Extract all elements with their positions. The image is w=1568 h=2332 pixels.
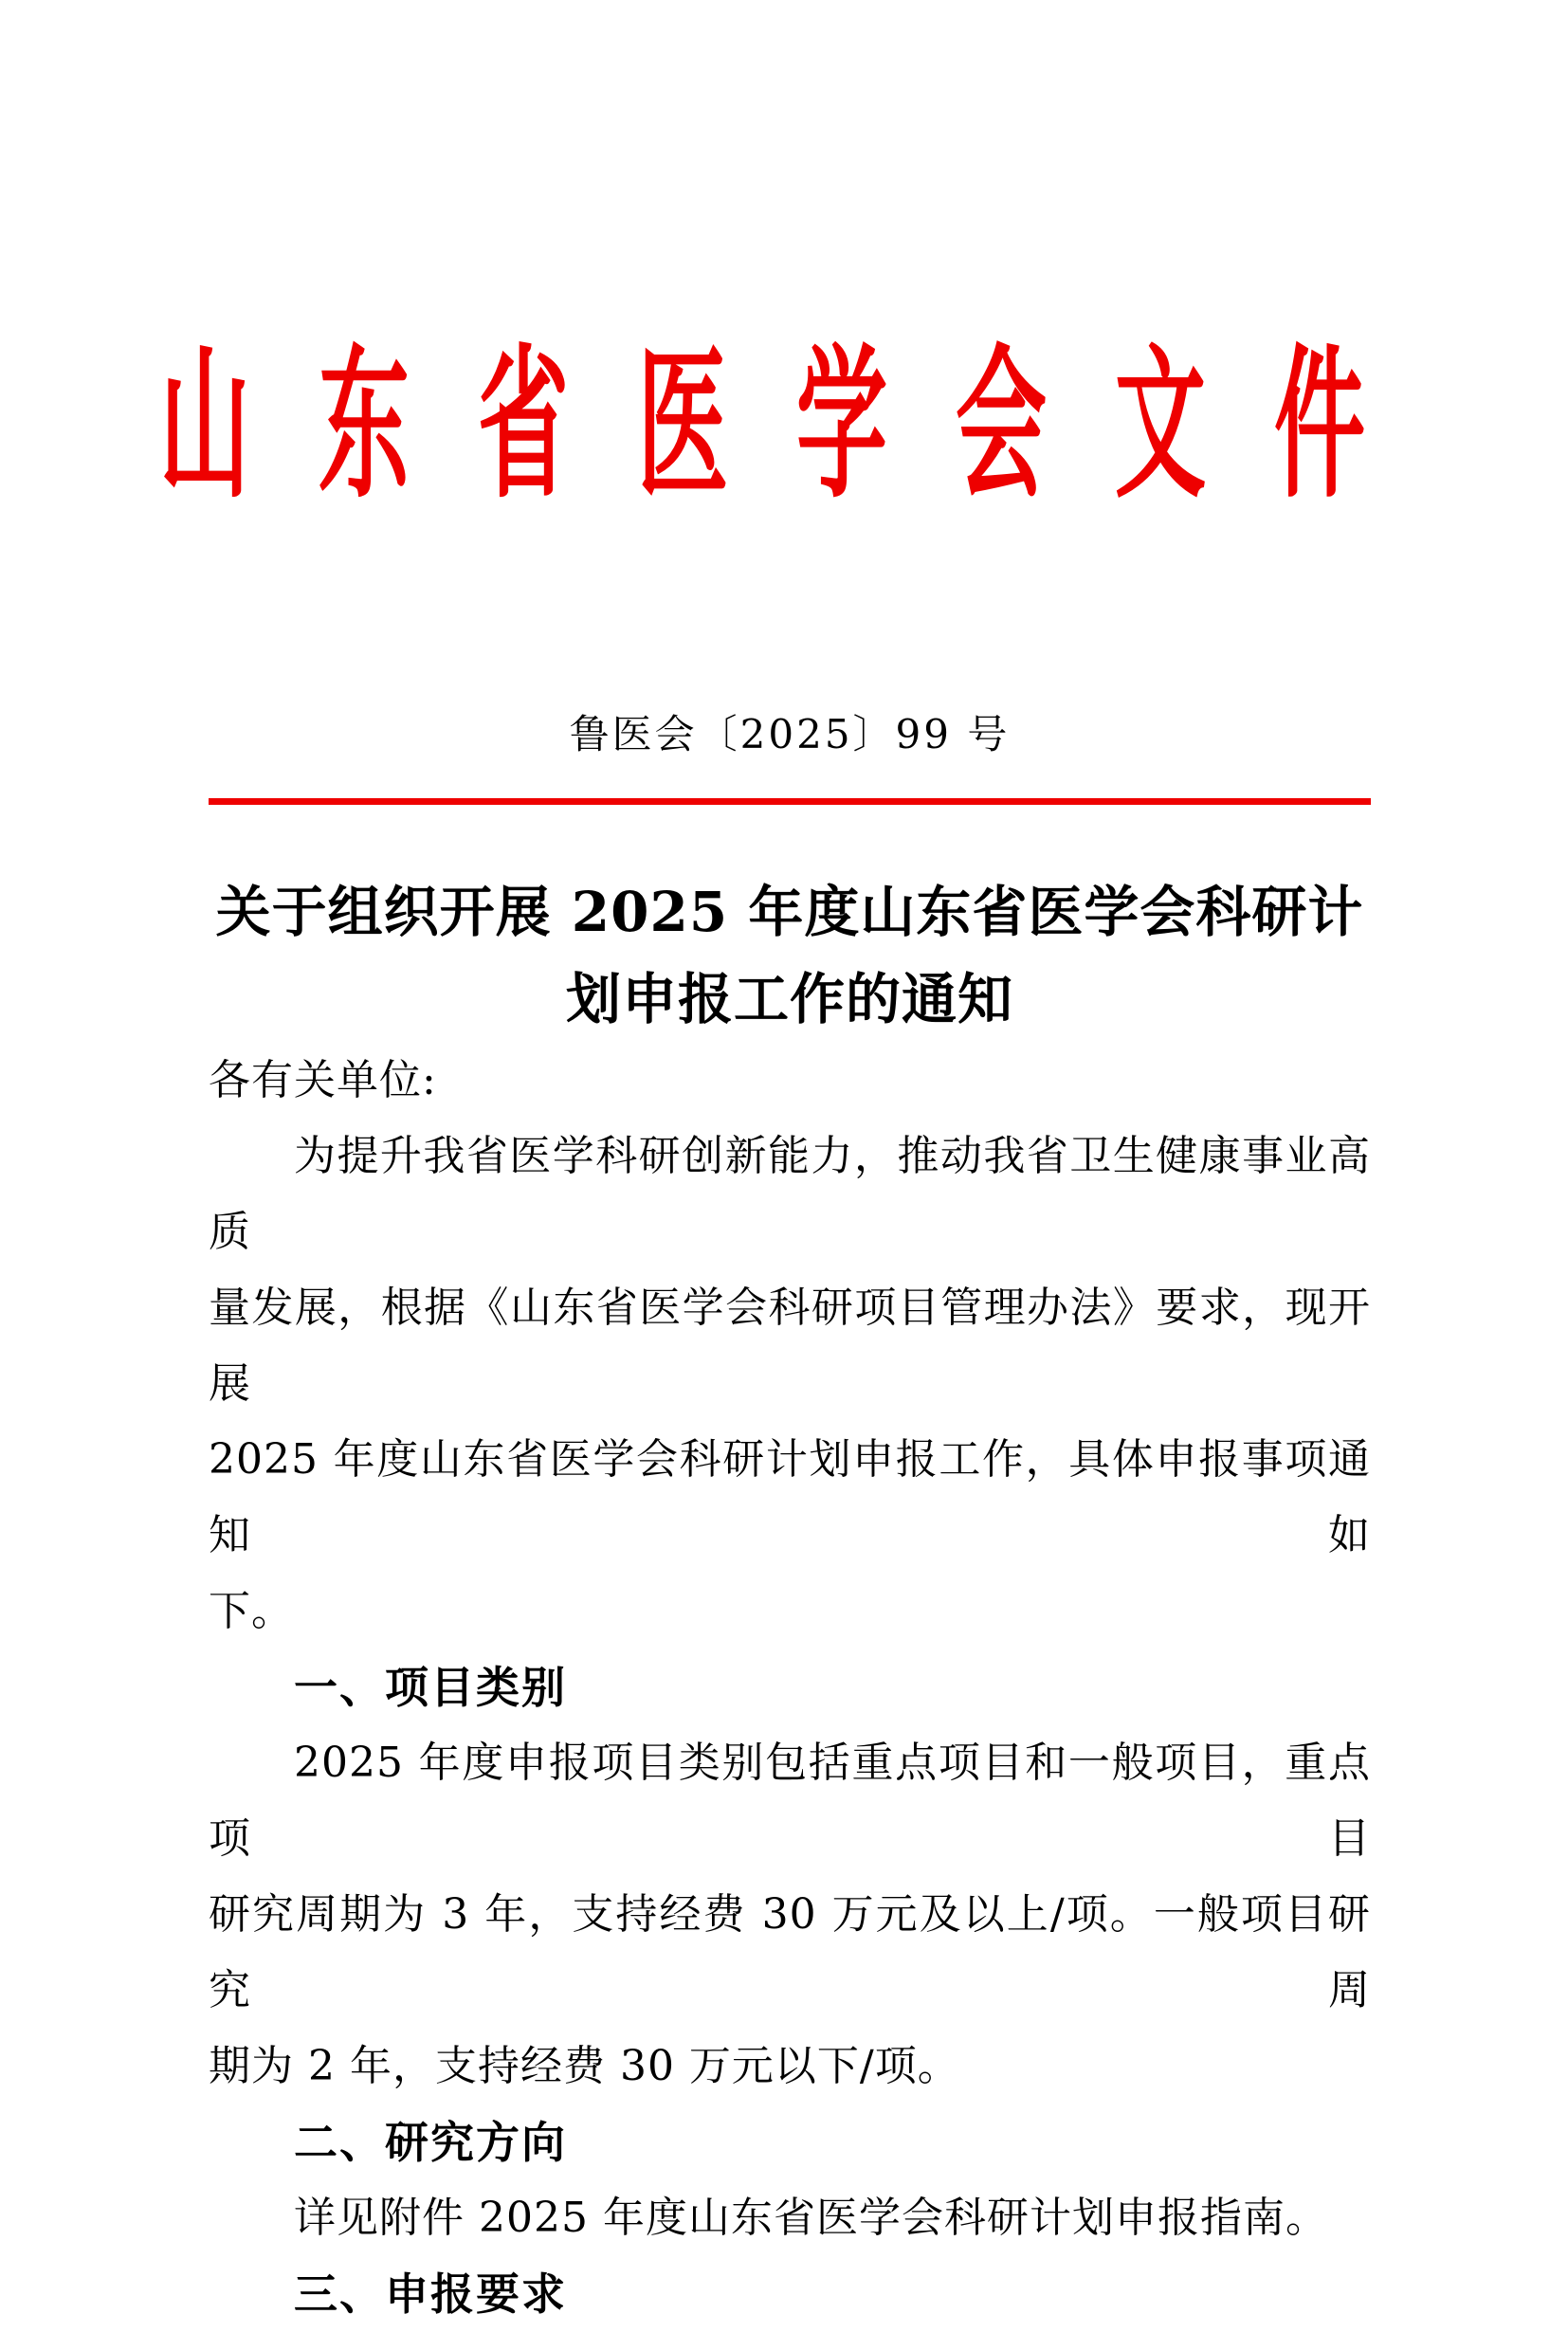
- section-heading-1: 一、项目类别: [294, 1663, 567, 1712]
- section-heading-2: 二、研究方向: [294, 2118, 567, 2167]
- body-line: 期为 2 年，支持经费 30 万元以下/项。: [209, 2042, 960, 2090]
- section-heading-3: 三、申报要求: [294, 2269, 567, 2319]
- document-title-line1: 关于组织开展 2025 年度山东省医学会科研计: [215, 880, 1364, 944]
- document-number: 鲁医会〔2025〕99 号: [569, 711, 1011, 757]
- document-title: [180, 868, 1399, 1043]
- letterhead-char: 省: [478, 327, 569, 521]
- body-line: 2025 年度山东省医学会科研计划申报工作，具体申报事项通知如: [209, 1435, 1371, 1559]
- letterhead-char: 件: [1274, 327, 1365, 521]
- body-line: 详见附件 2025 年度山东省医学会科研计划申报指南。: [294, 2194, 1328, 2242]
- red-divider-rule: [209, 798, 1371, 805]
- letterhead-banner: [159, 327, 1365, 521]
- letterhead-char: 学: [796, 327, 887, 521]
- document-title-line2: 划申报工作的通知: [565, 967, 1013, 1031]
- body-line: 下。: [209, 1587, 294, 1635]
- body-line: 为提升我省医学科研创新能力，推动我省卫生健康事业高质: [209, 1132, 1371, 1256]
- body-line: 量发展，根据《山东省医学会科研项目管理办法》要求，现开展: [209, 1284, 1371, 1408]
- letterhead-char: 医: [637, 327, 728, 521]
- salutation: 各有关单位:: [209, 1056, 437, 1104]
- body-line: 研究周期为 3 年，支持经费 30 万元及以上/项。一般项目研究周: [209, 1890, 1371, 2014]
- letterhead-char: 东: [319, 327, 410, 521]
- letterhead-char: 山: [159, 327, 250, 521]
- letterhead-char: 文: [1115, 327, 1206, 521]
- letterhead-char: 会: [956, 327, 1047, 521]
- body-line: 2025 年度申报项目类别包括重点项目和一般项目，重点项目: [209, 1739, 1371, 1863]
- document-body: [209, 1043, 1371, 2332]
